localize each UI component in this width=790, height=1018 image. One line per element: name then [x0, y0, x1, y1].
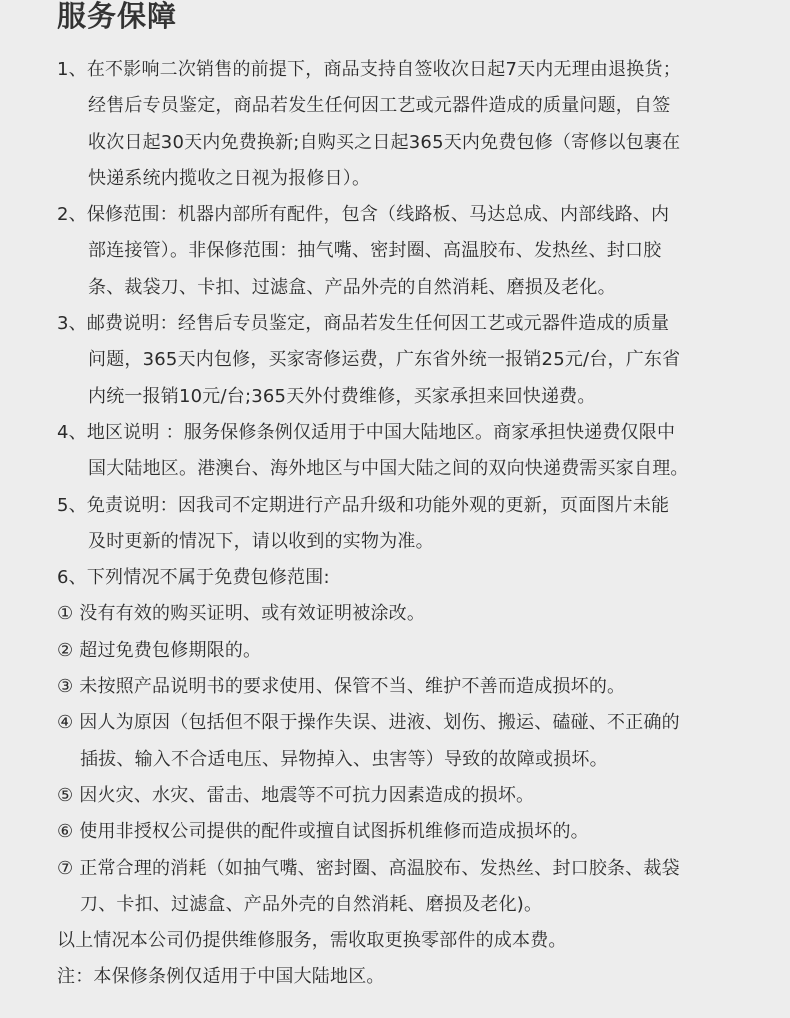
guarantee-text-body: [0, 52, 790, 996]
text-line: 问题，365天内包修，买家寄修运费，广东省外统一报销25元/台，广东省: [88, 349, 681, 371]
text-line: 内统一报销10元/台;365天外付费维修，买家承担来回快递费。: [88, 385, 596, 407]
text-line: 5、免责说明：因我司不定期进行产品升级和功能外观的更新，页面图片未能: [57, 494, 670, 516]
text-line: 快递系统内揽收之日视为报修日）。: [88, 167, 371, 189]
text-line: ⑥ 使用非授权公司提供的配件或擅自试图拆机维修而造成损坏的。: [57, 821, 589, 843]
text-line: 2、保修范围：机器内部所有配件，包含（线路板、马达总成、内部线路、内: [57, 204, 670, 226]
text-line: ③ 未按照产品说明书的要求使用、保管不当、维护不善而造成损坏的。: [57, 676, 626, 698]
text-line: ⑦ 正常合理的消耗（如抽气嘴、密封圈、高温胶布、发热丝、封口胶条、裁袋: [57, 857, 680, 879]
text-line: 注：本保修条例仅适用于中国大陆地区。: [57, 966, 385, 988]
text-line: 收次日起30天内免费换新;自购买之日起365天内免费包修（寄修以包裹在: [88, 131, 681, 153]
text-line: 及时更新的情况下，请以收到的实物为准。: [88, 530, 434, 552]
text-line: 以上情况本公司仍提供维修服务，需收取更换零部件的成本费。: [57, 930, 567, 952]
text-line: 刀、卡扣、过滤盒、产品外壳的自然消耗、磨损及老化)。: [80, 893, 543, 915]
text-line: 条、裁袋刀、卡扣、过滤盒、产品外壳的自然消耗、磨损及老化。: [88, 276, 616, 298]
text-line: 国大陆地区。港澳台、海外地区与中国大陆之间的双向快递费需买家自理。: [88, 458, 689, 480]
text-line: ④ 因人为原因（包括但不限于操作失误、进液、划伤、搬运、磕碰、不正确的: [57, 712, 680, 734]
text-line: 3、邮费说明：经售后专员鉴定，商品若发生任何因工艺或元器件造成的质量: [57, 313, 670, 335]
text-line: 经售后专员鉴定，商品若发生任何因工艺或元器件造成的质量问题，自签: [88, 95, 671, 117]
text-line: 6、下列情况不属于免费包修范围:: [57, 567, 330, 589]
page-title: 服务保障: [57, 0, 178, 33]
text-line: ② 超过免费包修期限的。: [57, 639, 262, 661]
text-line: 1、在不影响二次销售的前提下，商品支持自签收次日起7天内无理由退换货；: [57, 59, 681, 80]
text-line: 部连接管）。非保修范围：抽气嘴、密封圈、高温胶布、发热丝、封口胶: [88, 240, 662, 262]
text-line: 插拔、输入不合适电压、异物掉入、虫害等）导致的故障或损坏。: [80, 748, 608, 770]
text-line: ① 没有有效的购买证明、或有效证明被涂改。: [57, 603, 426, 625]
text-line: ⑤ 因火灾、水灾、雷击、地震等不可抗力因素造成的损坏。: [57, 784, 535, 806]
text-line: 4、地区说明 ：服务保修条例仅适用于中国大陆地区。商家承担快递费仅限中: [57, 421, 676, 443]
